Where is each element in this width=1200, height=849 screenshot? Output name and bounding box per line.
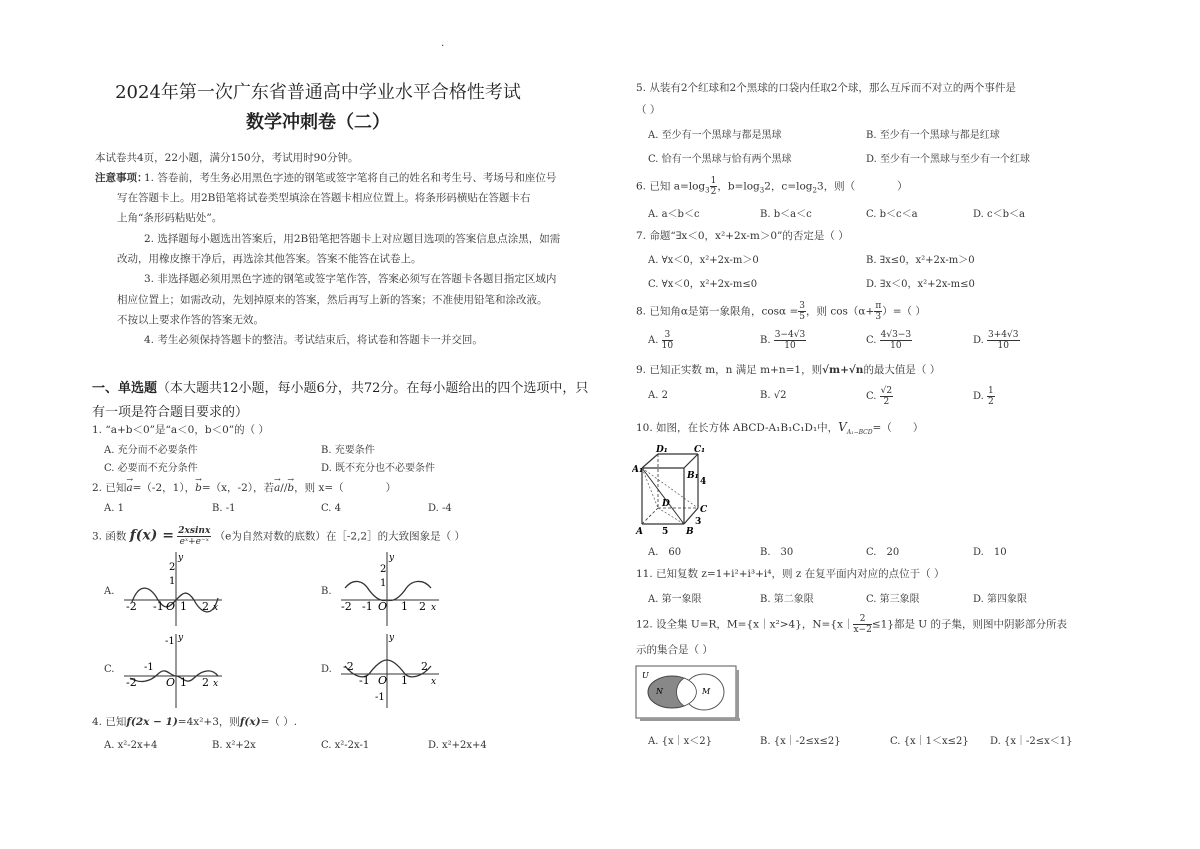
- q2-option-a[interactable]: A. 1: [104, 503, 124, 514]
- svg-text:3: 3: [695, 517, 702, 527]
- q3-graph-d-xneg1: -1: [359, 674, 370, 687]
- q3-graph-a-ylabel: y: [178, 553, 184, 563]
- svg-text:U: U: [642, 671, 649, 680]
- q3-graph-c-xneg2: -2: [126, 676, 137, 689]
- q7-option-a[interactable]: A. ∀x＜0，x²+2x-m＞0: [648, 255, 759, 266]
- q3-stem: [92, 526, 465, 547]
- q5-option-c[interactable]: C. 恰有一个黑球与恰有两个黑球: [648, 154, 792, 165]
- svg-text:B: B: [686, 527, 694, 537]
- note-line: 不按以上要求作答的答案无效。: [117, 314, 264, 326]
- q9-option-d[interactable]: D. $\frac{1}{2}$: [973, 386, 994, 407]
- q7-option-b[interactable]: B. ∃x≤0，x²+2x-m＞0: [866, 255, 975, 266]
- q2-option-b[interactable]: B. -1: [212, 503, 236, 514]
- q2-stem-pre: 2. 已知: [92, 482, 127, 494]
- svg-text:B₁: B₁: [687, 471, 699, 481]
- q3-graph-b-y1: 1: [380, 578, 387, 589]
- q8-stem: 8. 已知角α是第一象限角，cosα = $\frac{3}{5}$ ，则 cos（α+ $\frac{\pi}{3}$ ）=（ ）: [636, 301, 926, 322]
- svg-text:A₁: A₁: [632, 465, 643, 475]
- q4-option-c[interactable]: C. x²-2x-1: [321, 740, 370, 751]
- svg-text:C: C: [700, 505, 708, 515]
- q5-option-a[interactable]: A. 至少有一个黑球与都是黑球: [648, 130, 782, 141]
- vector-b: → b: [287, 475, 295, 494]
- q8-option-c[interactable]: C. $\frac{4√3-3}{10}$: [866, 330, 912, 351]
- q11-option-d[interactable]: D. 第四象限: [973, 594, 1028, 605]
- exam-title: 2024年第一次广东省普通高中学业水平合格性考试: [115, 82, 521, 103]
- q3-fx: f(x) =: [129, 527, 174, 544]
- svg-text:D₁: D₁: [656, 445, 668, 455]
- q8-option-a[interactable]: A. $\frac{3}{10}$: [648, 330, 674, 351]
- svg-text:M: M: [702, 687, 711, 696]
- q3-graph-b-xneg1: -1: [362, 600, 373, 613]
- q3-graph-a-x2: 2: [202, 600, 209, 613]
- q10-option-d[interactable]: D. 10: [973, 547, 1007, 558]
- q3-graph-b-xneg2: -2: [341, 600, 352, 613]
- q11-option-b[interactable]: B. 第二象限: [760, 594, 814, 605]
- q12-stem: 12. 设全集 U=R，M={x｜x²>4}，N={x｜ $\frac{2}{x-2}$ ≤1}都是 U 的子集，则图中阴影部分所表: [636, 614, 1067, 635]
- note-line: 3. 非选择题必须用黑色字迹的钢笔或签字笔作答，答案必须写在答题卡各题目指定区域内: [144, 273, 557, 285]
- svg-text:4: 4: [700, 477, 707, 487]
- q10-stem: 10. 如图，在长方体 ABCD-A₁B₁C₁D₁中，$V_{A_1-BCD}=$（ ）: [636, 420, 924, 437]
- q10-cuboid-figure: [632, 442, 712, 538]
- q3-graph-c-xlabel: x: [213, 679, 219, 689]
- q2-stem: [92, 475, 397, 495]
- q4-option-b[interactable]: B. x²+2x: [212, 740, 256, 751]
- q4-stem: 4. 已知f(2x − 1)=4x²+3，则f(x)=（ ）.: [92, 716, 298, 728]
- q10-option-c[interactable]: C. 20: [866, 547, 900, 558]
- q3-graph-d-yneg1: -1: [375, 692, 385, 703]
- q3-graph-d[interactable]: [335, 630, 445, 710]
- q10-option-b[interactable]: B. 30: [760, 547, 794, 558]
- q4-option-a[interactable]: A. x²-2x+4: [104, 740, 158, 751]
- q1-option-b[interactable]: B. 充要条件: [321, 445, 375, 456]
- q3-graph-b[interactable]: [335, 548, 445, 628]
- q4-fx2: f(x): [239, 716, 261, 728]
- exam-subtitle: 数学冲刺卷（二）: [246, 112, 390, 133]
- q11-stem: 11. 已知复数 z=1+i²+i³+i⁴，则 z 在复平面内对应的点位于（ ）: [636, 568, 945, 580]
- q10-volume: V: [838, 420, 847, 434]
- note-line: 4. 考生必须保持答题卡的整洁。考试结束后，将试卷和答题卡一并交回。: [144, 334, 483, 346]
- q5-stem: 5. 从装有2个红球和2个黑球的口袋内任取2个球，那么互斥而不对立的两个事件是: [636, 82, 1016, 94]
- q3-option-d[interactable]: D.: [321, 664, 332, 675]
- q9-stem: 9. 已知正实数 m，n 满足 m+n=1，则√m+√n的最大值是（ ）: [636, 364, 941, 376]
- q7-option-d[interactable]: D. ∃x＜0，x²+2x-m≤0: [866, 279, 975, 290]
- q3-fraction: $\frac{2xsinx}{\text{eˣ+e⁻ˣ}}$: [178, 526, 211, 547]
- q3-graph-c-x1: 1: [180, 676, 187, 689]
- vector-b: → b: [195, 475, 202, 494]
- q12-option-c[interactable]: C. {x｜1＜x≤2}: [890, 736, 969, 747]
- q8-option-b[interactable]: B. $\frac{3-4√3}{10}$: [760, 330, 806, 351]
- q3-graph-a-y2: 2: [169, 562, 176, 573]
- notes-label: 注意事项：: [95, 172, 148, 184]
- q5-option-d[interactable]: D. 至少有一个黑球与至少有一个红球: [866, 154, 1031, 165]
- q11-option-a[interactable]: A. 第一象限: [648, 594, 702, 605]
- q7-option-c[interactable]: C. ∀x＜0，x²+2x-m≤0: [648, 279, 758, 290]
- q3-option-c[interactable]: C.: [104, 664, 115, 675]
- q3-graph-b-xlabel: x: [431, 603, 437, 613]
- q3-stem-post: （e为自然对数的底数）在［-2,2］的大致图象是（ ）: [214, 530, 465, 543]
- q3-graph-d-origin: O: [378, 674, 388, 687]
- q6-option-d[interactable]: D. c＜b＜a: [973, 209, 1025, 220]
- vector-a: → a: [274, 475, 281, 494]
- q2-stem-mid1: =（-2，1），: [132, 482, 196, 494]
- q3-option-b[interactable]: B.: [321, 586, 332, 597]
- svg-text:5: 5: [662, 527, 669, 537]
- q7-stem: 7. 命题“∃x＜0，x²+2x-m＞0”的否定是（ ）: [636, 230, 849, 242]
- q4-option-d[interactable]: D. x²+2x+4: [428, 740, 487, 751]
- q12-option-a[interactable]: A. {x｜x＜2}: [648, 736, 712, 747]
- q3-graph-a-xneg1: -1: [153, 600, 164, 613]
- q11-option-c[interactable]: C. 第三象限: [866, 594, 920, 605]
- svg-text:N: N: [656, 687, 663, 696]
- note-line: 上角“条形码粘贴处”。: [117, 212, 223, 224]
- section-heading: 一、单选题（本大题共12小题，每小题6分，共72分。在每小题给出的四个选项中，只: [92, 381, 589, 396]
- q3-graph-d-xneg2: -2: [343, 660, 354, 673]
- q3-graph-d-ylabel: y: [389, 633, 395, 643]
- q3-stem-pre: 3. 函数: [92, 530, 127, 543]
- note-line: 1. 答卷前，考生务必用黑色字迹的钢笔或签字笔将自己的姓名和考生号、考场号和座位号: [144, 172, 557, 184]
- q3-graph-a-x1: 1: [180, 600, 187, 613]
- q6-option-b[interactable]: B. b＜a＜c: [760, 209, 812, 220]
- q6-option-c[interactable]: C. b＜c＜a: [866, 209, 918, 220]
- q10-option-a[interactable]: A. 60: [648, 547, 682, 558]
- page-dot: ·: [441, 40, 445, 52]
- q12-fraction: $\frac{2}{x-2}$: [853, 614, 872, 635]
- note-line: 2. 选择题每小题选出答案后，用2B铅笔把答题卡上对应题目选项的答案信息点涂黑，如需: [144, 233, 561, 245]
- q3-graph-b-origin: O: [378, 600, 388, 613]
- q12-stem-cont: 示的集合是（ ）: [636, 644, 713, 656]
- q1-option-d[interactable]: D. 既不充分也不必要条件: [321, 463, 436, 474]
- q3-graph-a-y1: 1: [169, 576, 176, 587]
- q2-option-d[interactable]: D. -4: [428, 503, 452, 514]
- q3-graph-d-xlabel: x: [431, 677, 437, 687]
- section-heading-cont: 有一项是符合题目要求的）: [92, 405, 249, 420]
- parallel-symbol: //: [280, 482, 288, 494]
- q2-stem-mid2: =（x，-2），若: [201, 482, 275, 494]
- q8-cos-fraction: $\frac{3}{5}$: [799, 301, 805, 322]
- q12-option-d[interactable]: D. {x｜-2≤x＜1}: [990, 736, 1073, 747]
- q12-venn-diagram: [634, 664, 742, 724]
- q6-fraction: $\frac{1}{2}$: [710, 176, 717, 197]
- q5-paren: （ ）: [636, 104, 661, 116]
- q3-graph-a-xlabel: x: [213, 603, 219, 613]
- q9-option-a[interactable]: A. 2: [648, 390, 668, 401]
- q3-graph-a-xneg2: -2: [126, 600, 137, 613]
- q3-graph-d-x2: 2: [421, 660, 428, 673]
- note-line: 写在答题卡上。用2B铅笔将试卷类型填涂在答题卡相应位置上。将条形码横贴在答题卡右: [117, 192, 531, 204]
- svg-text:D: D: [662, 499, 670, 509]
- q3-graph-c-ylabel: y: [178, 633, 184, 643]
- note-line: 改动，用橡皮擦干净后，再选涂其他答案。答案不能答在试卷上。: [117, 253, 422, 265]
- q4-fx: f(2x − 1): [126, 716, 178, 728]
- q1-stem: 1. “a+b＜0”是“a＜0，b＜0”的（ ）: [92, 424, 269, 436]
- q3-graph-b-ylabel: y: [389, 553, 395, 563]
- q6-option-a[interactable]: A. a＜b＜c: [648, 209, 700, 220]
- q3-graph-b-y2: 2: [380, 564, 387, 575]
- q9-option-b[interactable]: B. √2: [760, 390, 787, 401]
- intro-text: 本试卷共4页，22小题，满分150分，考试用时90分钟。: [95, 152, 359, 164]
- q1-option-a[interactable]: A. 充分而不必要条件: [104, 445, 198, 456]
- q8-option-d[interactable]: D. $\frac{3+4√3}{10}$: [973, 330, 1019, 351]
- q3-graph-b-x1: 1: [401, 600, 408, 613]
- q12-option-b[interactable]: B. {x｜-2≤x≤2}: [760, 736, 841, 747]
- q9-option-c[interactable]: C. $\frac{√2}{2}$: [866, 386, 893, 407]
- q3-graph-c-neg1-top: -1: [144, 662, 154, 673]
- q3-graph-d-x1: 1: [401, 674, 408, 687]
- vector-a: → a: [126, 475, 134, 494]
- q3-graph-c-x2: 2: [202, 676, 209, 689]
- svg-text:C₁: C₁: [694, 445, 706, 455]
- q9-expr: √m+√n: [822, 364, 864, 376]
- svg-text:A: A: [636, 527, 643, 537]
- q5-option-b[interactable]: B. 至少有一个黑球与都是红球: [866, 130, 1000, 141]
- q1-option-c[interactable]: C. 必要而不充分条件: [104, 463, 198, 474]
- note-line: 相应位置上；如需改动，先划掉原来的答案，然后再写上新的答案；不准使用铅笔和涂改液。: [117, 294, 548, 306]
- q3-graph-c-origin: O: [166, 676, 176, 689]
- q8-pi-fraction: $\frac{\pi}{3}$: [875, 301, 882, 322]
- q3-graph-a-origin: O: [166, 600, 176, 613]
- q6-stem: 6. 已知 $a=\log_3$ $\frac{1}{2}$ ，$b=\log_32$，$c=\log_23$，则（ ）: [636, 176, 908, 197]
- q3-option-a[interactable]: A.: [104, 586, 115, 597]
- q2-stem-post: ，则 x=（ ）: [294, 482, 397, 494]
- q3-graph-b-x2: 2: [419, 600, 426, 613]
- q3-graph-c[interactable]: [118, 630, 228, 710]
- q3-graph-c-yneg1: -1: [165, 636, 175, 647]
- q2-option-c[interactable]: C. 4: [321, 503, 342, 514]
- q3-graph-a[interactable]: [118, 548, 228, 628]
